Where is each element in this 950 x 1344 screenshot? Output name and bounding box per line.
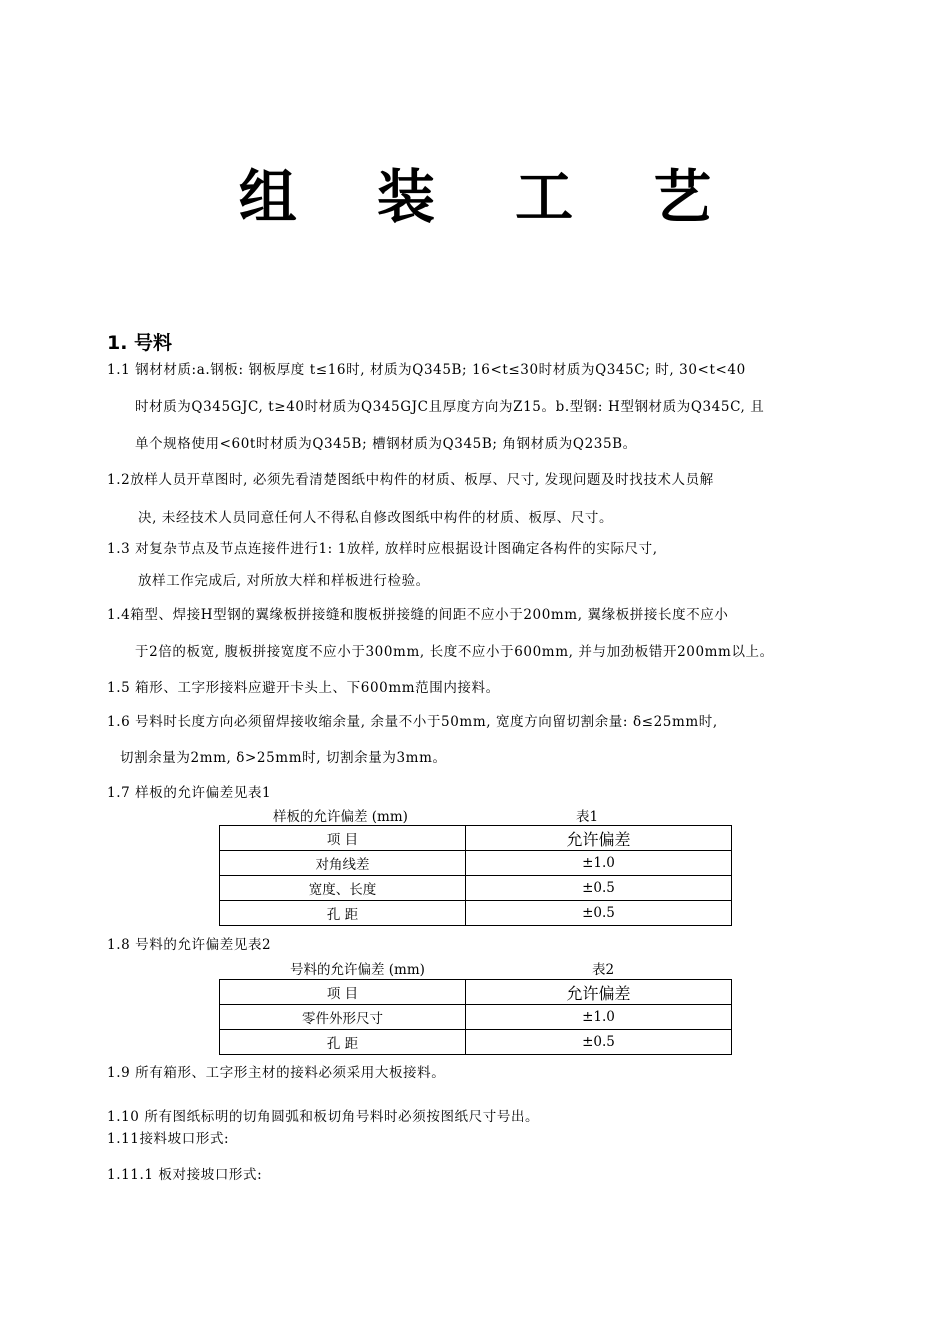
table-header-cell: 项 目 <box>220 826 466 851</box>
paragraph-1-10: 1.10 所有图纸标明的切角圆弧和板切角号料时必须按图纸尺寸号出。 <box>107 1109 540 1125</box>
table-header-cell: 允许偏差 <box>466 980 732 1005</box>
table-row <box>220 901 732 926</box>
table-row <box>220 851 732 876</box>
table-cell: ±0.5 <box>466 1030 732 1055</box>
paragraph-1-6-line-1: 1.6 号料时长度方向必须留焊接收缩余量, 余量不小于50mm, 宽度方向留切割余量: δ≤25mm时, <box>107 714 718 730</box>
table-2 <box>219 979 732 1055</box>
paragraph-1-4-line-2: 于2倍的板宽, 腹板拼接宽度不应小于300mm, 长度不应小于600mm, 并与加劲板错开200mm以上。 <box>135 644 774 660</box>
section-heading-1: 1. 号料 <box>107 332 173 354</box>
paragraph-1-1-line-2: 时材质为Q345GJC, t≥40时材质为Q345GJC且厚度方向为Z15。b.型钢: H型钢材质为Q345C, 且 <box>135 399 765 415</box>
table-cell: 零件外形尺寸 <box>220 1005 466 1030</box>
paragraph-1-6-line-2: 切割余量为2mm, δ>25mm时, 切割余量为3mm。 <box>120 750 447 766</box>
paragraph-1-5: 1.5 箱形、工字形接料应避开卡头上、下600mm范围内接料。 <box>107 680 500 696</box>
paragraph-1-11-1: 1.11.1 板对接坡口形式: <box>107 1167 263 1183</box>
table-2-caption: 号料的允许偏差 (mm) <box>290 962 425 978</box>
table-cell: ±1.0 <box>466 851 732 876</box>
paragraph-1-9: 1.9 所有箱形、工字形主材的接料必须采用大板接料。 <box>107 1065 446 1081</box>
table-row <box>220 1005 732 1030</box>
table-cell: 孔 距 <box>220 901 466 926</box>
table-2-label: 表2 <box>592 962 615 978</box>
table-row <box>220 826 732 851</box>
table-row <box>220 876 732 901</box>
paragraph-1-4-line-1: 1.4箱型、焊接H型钢的翼缘板拼接缝和腹板拼接缝的间距不应小于200mm, 翼缘板拼接长度不应小 <box>107 607 729 623</box>
table-cell: 对角线差 <box>220 851 466 876</box>
paragraph-1-1-line-3: 单个规格使用<60t时材质为Q345B; 槽钢材质为Q345B; 角钢材质为Q235B。 <box>135 436 637 452</box>
paragraph-1-1-line-1: 1.1 钢材材质:a.钢板: 钢板厚度 t≤16时, 材质为Q345B; 16<t≤30时材质为Q345C; 时, 30<t<40 <box>107 362 746 378</box>
table-row <box>220 980 732 1005</box>
paragraph-1-3-line-2: 放样工作完成后, 对所放大样和样板进行检验。 <box>138 573 430 589</box>
table-1-label: 表1 <box>576 809 599 825</box>
paragraph-1-2-line-2: 决, 未经技术人员同意任何人不得私自修改图纸中构件的材质、板厚、尺寸。 <box>138 510 614 526</box>
document-title: 组 装 工 艺 <box>238 163 742 231</box>
table-cell: 宽度、长度 <box>220 876 466 901</box>
table-cell: ±0.5 <box>466 876 732 901</box>
paragraph-1-11: 1.11接料坡口形式: <box>107 1131 230 1147</box>
table-1 <box>219 825 732 926</box>
table-row <box>220 1030 732 1055</box>
table-1-caption: 样板的允许偏差 (mm) <box>273 809 408 825</box>
table-header-cell: 项 目 <box>220 980 466 1005</box>
paragraph-1-8: 1.8 号料的允许偏差见表2 <box>107 937 272 953</box>
table-cell: 孔 距 <box>220 1030 466 1055</box>
table-header-cell: 允许偏差 <box>466 826 732 851</box>
paragraph-1-2-line-1: 1.2放样人员开草图时, 必须先看清楚图纸中构件的材质、板厚、尺寸, 发现问题及时找技术人员解 <box>107 472 714 488</box>
paragraph-1-3-line-1: 1.3 对复杂节点及节点连接件进行1: 1放样, 放样时应根据设计图确定各构件的实际尺寸, <box>107 541 658 557</box>
paragraph-1-7: 1.7 样板的允许偏差见表1 <box>107 785 272 801</box>
table-cell: ±0.5 <box>466 901 732 926</box>
table-cell: ±1.0 <box>466 1005 732 1030</box>
